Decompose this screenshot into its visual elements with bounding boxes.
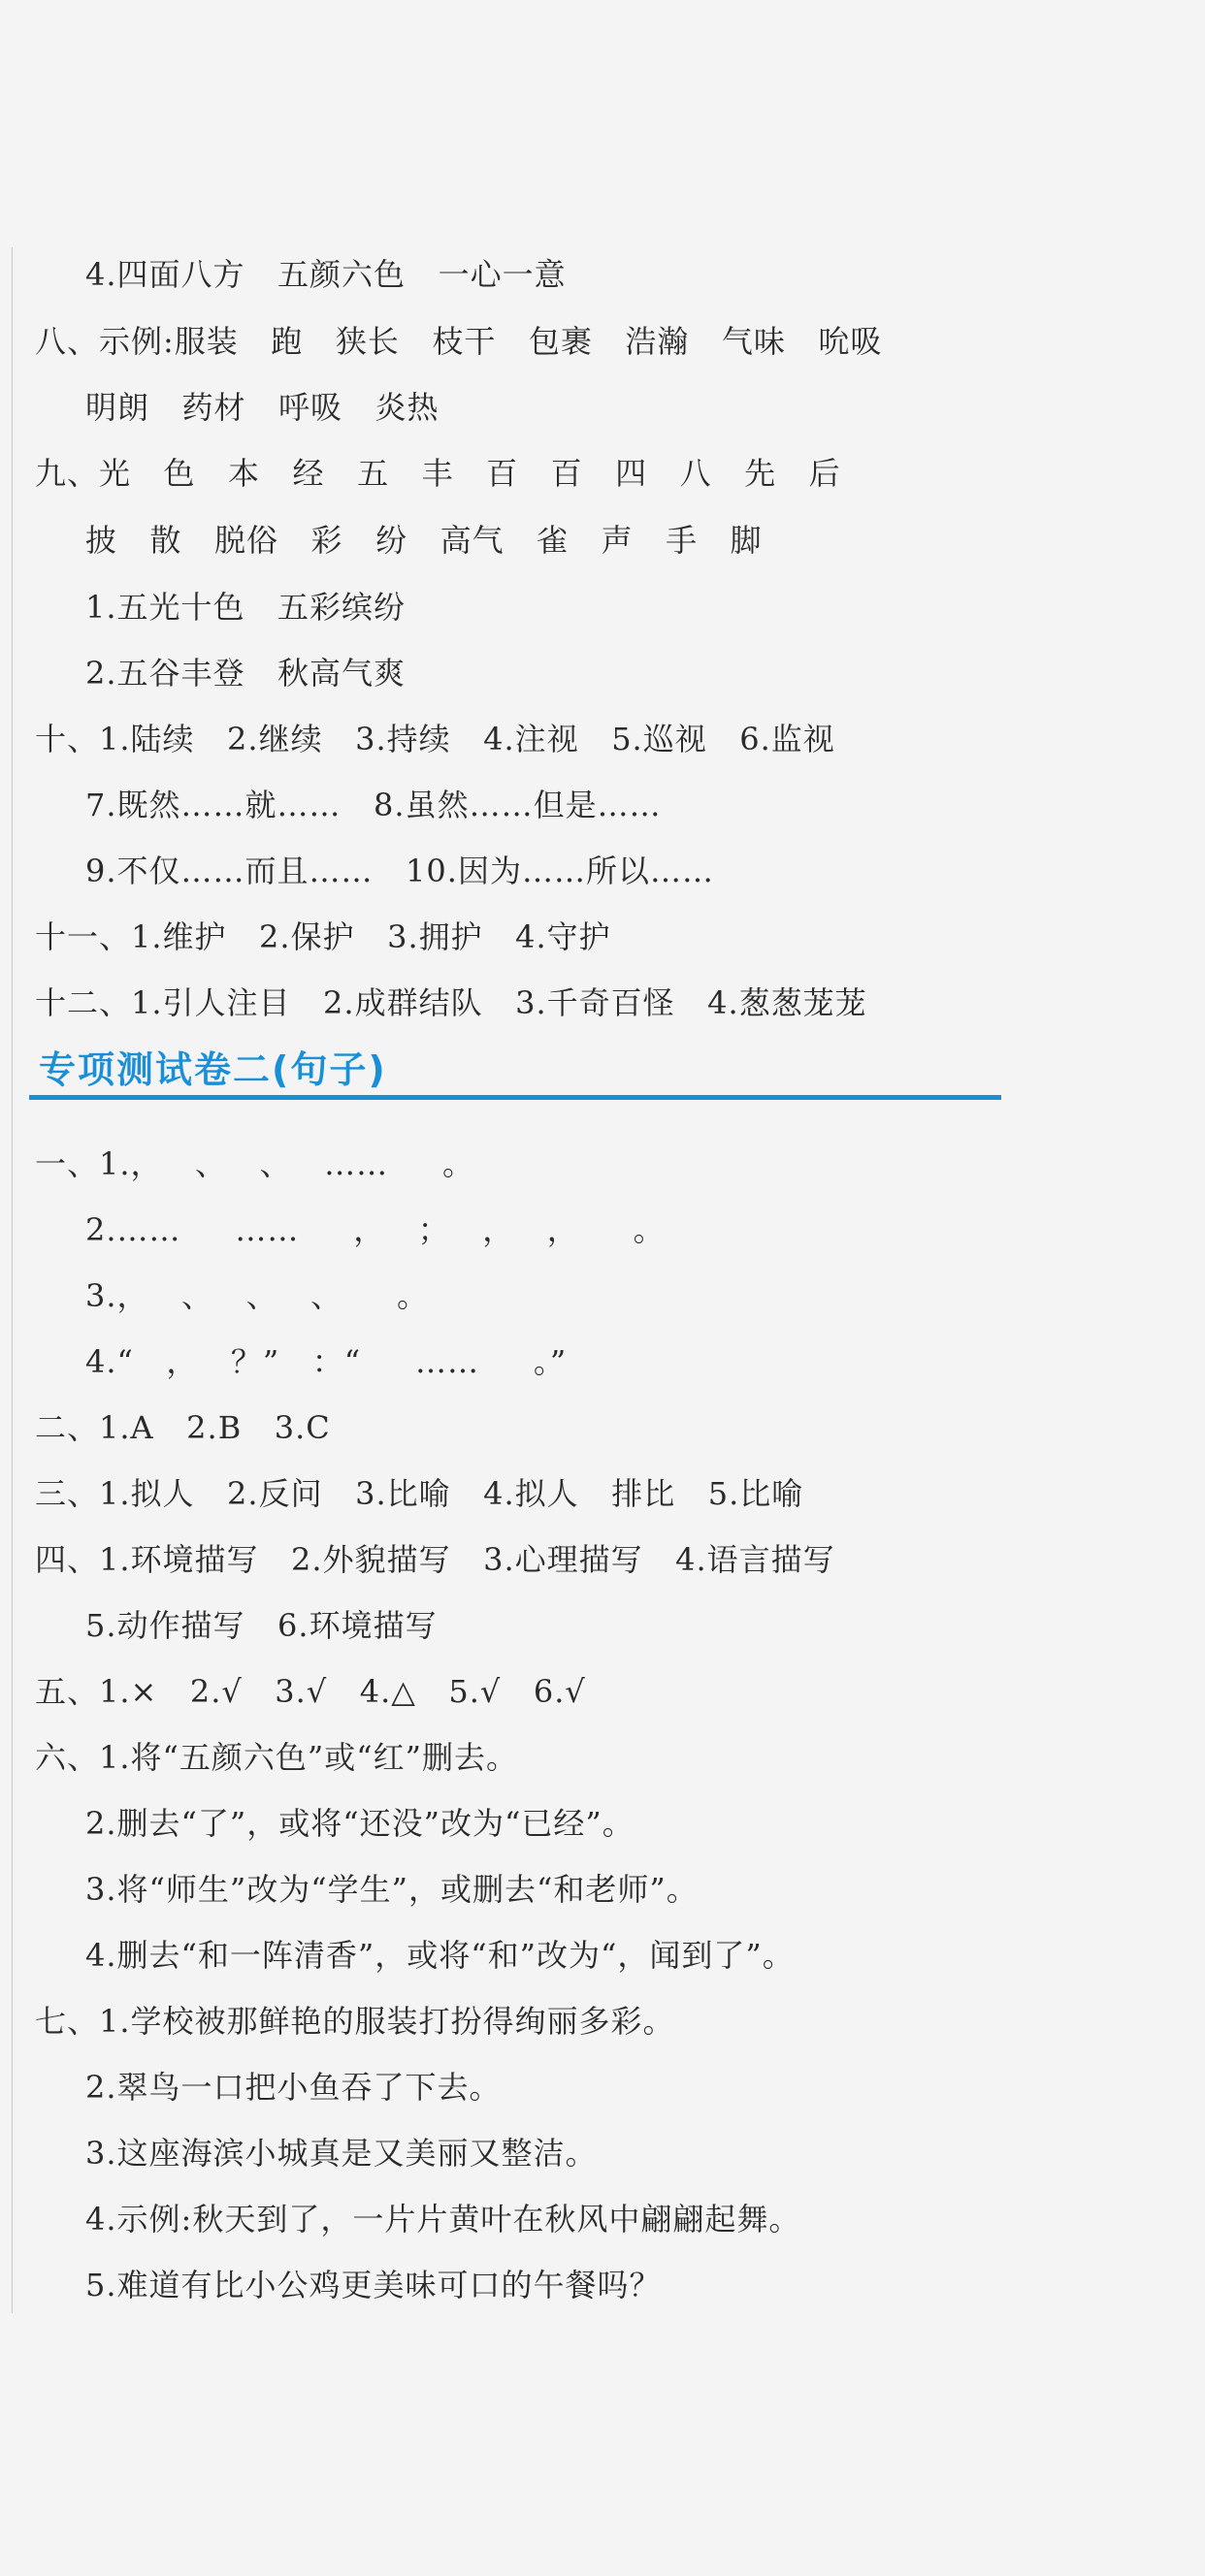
answer-line: 4.删去“和一阵清香”，或将“和”改为“，闻到了”。: [85, 1937, 795, 1974]
answer-line: 2.删去“了”，或将“还没”改为“已经”。: [85, 1805, 635, 1842]
answer-line: 十二、1.引人注目 2.成群结队 3.千奇百怪 4.葱葱茏茏: [35, 984, 867, 1021]
answer-line: 一、1.， 、 、 …… 。: [35, 1145, 474, 1182]
answer-line: 4.“ ， ？” ：“ …… 。”: [85, 1343, 568, 1380]
section-heading: 专项测试卷二(句子): [39, 1048, 387, 1091]
answer-line: 5.难道有比小公鸡更美味可口的午餐吗？: [85, 2267, 662, 2303]
answer-line: 六、1.将“五颜六色”或“红”删去。: [35, 1739, 518, 1776]
answer-line: 3.将“师生”改为“学生”，或删去“和老师”。: [85, 1871, 699, 1908]
answer-line: 三、1.拟人 2.反问 3.比喻 4.拟人 排比 5.比喻: [35, 1475, 804, 1512]
left-margin-rule: [12, 247, 13, 2313]
answer-line: 3.， 、 、 、 。: [85, 1277, 429, 1314]
answer-line: 5.动作描写 6.环境描写: [85, 1607, 438, 1644]
answer-line: 4.示例:秋天到了，一片片黄叶在秋风中翩翩起舞。: [85, 2201, 801, 2238]
answer-line: 7.既然……就…… 8.虽然……但是……: [85, 787, 662, 823]
answer-line: 2.…… …… ， ； ， ， 。: [85, 1211, 666, 1248]
answer-line: 七、1.学校被那鲜艳的服装打扮得绚丽多彩。: [35, 2003, 675, 2040]
answer-line: 十一、1.维护 2.保护 3.拥护 4.守护: [35, 918, 611, 955]
answer-line: 十、1.陆续 2.继续 3.持续 4.注视 5.巡视 6.监视: [35, 721, 835, 757]
answer-line: 明朗 药材 呼吸 炎热: [85, 389, 440, 426]
answer-line: 披 散 脱俗 彩 纷 高气 雀 声 手 脚: [85, 522, 763, 559]
answer-line: 四、1.环境描写 2.外貌描写 3.心理描写 4.语言描写: [35, 1541, 835, 1578]
answer-line: 二、1.A 2.B 3.C: [35, 1409, 331, 1446]
answer-line: 2.五谷丰登 秋高气爽: [85, 655, 407, 692]
answer-line: 1.五光十色 五彩缤纷: [85, 589, 407, 626]
answer-line: 八、示例:服装 跑 狭长 枝干 包裹 浩瀚 气味 吮吸: [35, 323, 883, 360]
answer-line: 9.不仅……而且…… 10.因为……所以……: [85, 853, 714, 889]
answer-line: 九、光 色 本 经 五 丰 百 百 四 八 先 后: [35, 455, 841, 492]
answer-line: 3.这座海滨小城真是又美丽又整洁。: [85, 2135, 598, 2172]
section-heading-underline: [29, 1095, 1001, 1100]
answer-line: 五、1.× 2.√ 3.√ 4.△ 5.√ 6.√: [35, 1673, 586, 1710]
answer-line: 2.翠鸟一口把小鱼吞了下去。: [85, 2069, 502, 2106]
answer-line: 4.四面八方 五颜六色 一心一意: [85, 256, 567, 293]
